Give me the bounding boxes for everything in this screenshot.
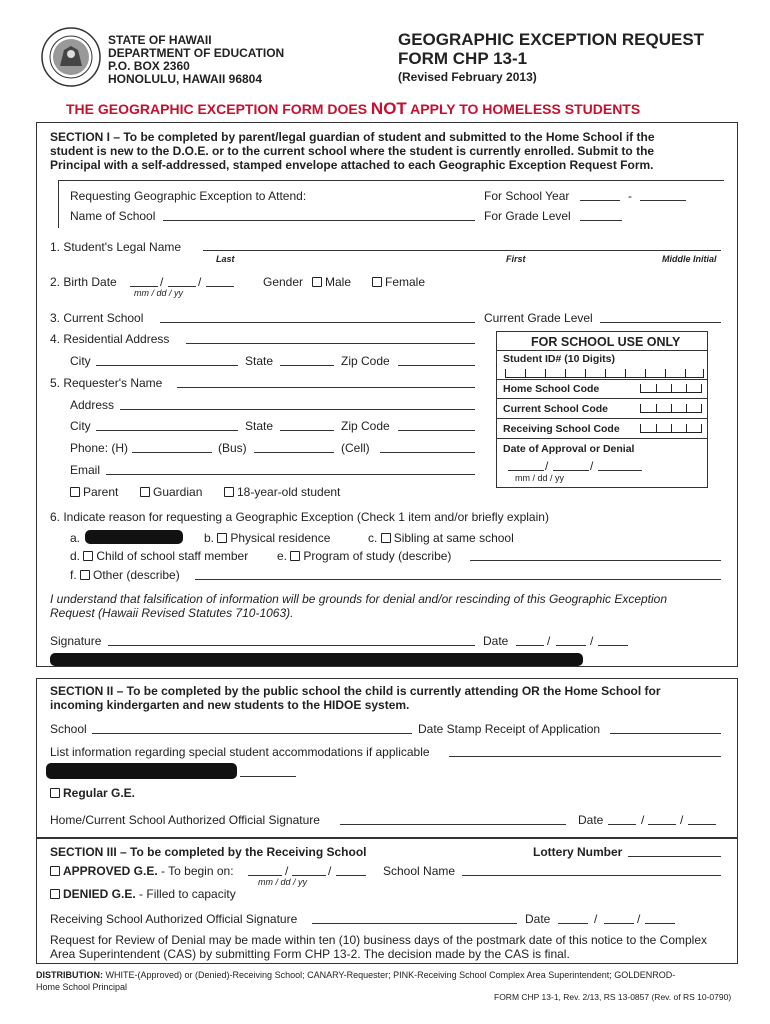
date-stamp-label: Date Stamp Receipt of Application — [418, 722, 601, 736]
option-a-label: a. — [70, 531, 81, 545]
approval-date-sub: mm / dd / yy — [515, 473, 565, 483]
s2-day-field[interactable] — [648, 824, 676, 825]
parent-label: Parent — [83, 485, 119, 499]
other-checkbox[interactable] — [80, 570, 90, 580]
approved-checkbox[interactable] — [50, 866, 60, 876]
org-name-line-2: DEPARTMENT OF EDUCATION — [108, 46, 285, 60]
accommodations-label: List information regarding special student accommodations if applicable — [50, 745, 430, 759]
adult-student-checkbox[interactable] — [224, 487, 234, 497]
relation-parent[interactable] — [70, 485, 118, 499]
s2-month-field[interactable] — [608, 824, 636, 825]
relation-adult-student[interactable] — [224, 485, 340, 499]
denied-checkbox[interactable] — [50, 889, 60, 899]
school-name-field[interactable] — [163, 220, 475, 221]
begin-label: - To begin on: — [161, 864, 234, 878]
approved-option[interactable] — [50, 864, 234, 878]
school-name-s3-label: School Name — [383, 864, 456, 878]
begin-year-field[interactable] — [336, 875, 366, 876]
year-dash: - — [628, 189, 632, 203]
first-name-sub: First — [506, 254, 526, 264]
lottery-number-label: Lottery Number — [533, 845, 623, 859]
parent-checkbox[interactable] — [70, 487, 80, 497]
section-3-title: SECTION III – To be completed by the Receiving School — [50, 845, 367, 859]
birth-month-field[interactable] — [130, 286, 158, 287]
middle-initial-sub: Middle Initial — [662, 254, 717, 264]
attend-label: Requesting Geographic Exception to Attend: — [70, 189, 307, 203]
slash: / — [637, 912, 641, 926]
birth-day-field[interactable] — [168, 286, 196, 287]
guardian-label: Guardian — [153, 485, 203, 499]
option-f-letter: f. — [70, 568, 77, 582]
date-stamp-field[interactable] — [610, 733, 721, 734]
school-name-label: Name of School — [70, 209, 156, 223]
form-reference: FORM CHP 13-1, Rev. 2/13, RS 13-0857 (Rev. of RS 10-0790) — [494, 992, 732, 1002]
current-school-field[interactable] — [160, 322, 475, 323]
sig-month-field[interactable] — [516, 645, 544, 646]
gender-female[interactable] — [372, 275, 425, 289]
slash: / — [680, 813, 684, 827]
approval-day-field[interactable] — [553, 470, 589, 471]
state-label: State — [245, 354, 274, 368]
phone-home-field[interactable] — [132, 452, 212, 453]
accommodations-field[interactable] — [449, 756, 721, 757]
school-name-s3-field[interactable] — [462, 875, 721, 876]
phone-bus-field[interactable] — [254, 452, 334, 453]
redaction-bar — [50, 653, 583, 666]
slash: / — [590, 459, 594, 473]
address-label: Address — [70, 398, 115, 412]
gender-label: Gender — [263, 275, 304, 289]
s2-school-label: School — [50, 722, 87, 736]
slash: / — [198, 275, 202, 289]
res-zip-field[interactable] — [398, 365, 475, 366]
receiving-school-code-label: Receiving School Code — [503, 423, 620, 435]
relation-guardian[interactable] — [140, 485, 202, 499]
current-school-code-digits[interactable] — [640, 404, 702, 413]
sibling-label: Sibling at same school — [393, 531, 514, 545]
begin-month-field[interactable] — [248, 875, 282, 876]
slash: / — [160, 275, 164, 289]
begin-day-field[interactable] — [292, 875, 326, 876]
email-label: Email — [70, 463, 101, 477]
slash: / — [285, 864, 289, 878]
res-city-field[interactable] — [96, 365, 238, 366]
student-name-field[interactable] — [203, 250, 721, 251]
physical-residence-checkbox[interactable] — [217, 533, 227, 543]
option-f[interactable] — [70, 568, 180, 582]
birth-date-sub: mm / dd / yy — [134, 288, 184, 298]
regular-ge-checkbox[interactable] — [50, 788, 60, 798]
s2-school-field[interactable] — [92, 733, 412, 734]
section-2-instructions: SECTION II – To be completed by the public school the child is currently attending OR the Home School for incoming kindergarten and new students to the HIDOE system. — [50, 684, 661, 712]
last-name-sub: Last — [216, 254, 235, 264]
receiving-school-code-digits[interactable] — [640, 424, 702, 433]
school-use-divider — [496, 379, 708, 380]
program-label: Program of study (describe) — [303, 549, 452, 563]
school-use-divider — [496, 398, 708, 399]
q2-label: 2. Birth Date — [50, 275, 117, 289]
home-school-code-label: Home School Code — [503, 383, 600, 395]
phone-home-label: Phone: (H) — [70, 441, 129, 455]
q6-label: 6. Indicate reason for requesting a Geographic Exception (Check 1 item and/or briefly explain) — [50, 510, 549, 524]
denied-note: - Filled to capacity — [139, 887, 236, 901]
email-field[interactable] — [106, 474, 475, 475]
slash: / — [328, 864, 332, 878]
s3-official-sig-field[interactable] — [312, 923, 517, 924]
redaction-accommodations — [46, 763, 237, 779]
accommodations-extra-field[interactable] — [240, 776, 296, 777]
student-id-label: Student ID# (10 Digits) — [503, 353, 616, 365]
grade-level-label: For Grade Level — [484, 209, 571, 223]
option-c-letter: c. — [368, 531, 378, 545]
phone-cell-label: (Cell) — [341, 441, 370, 455]
option-c[interactable] — [368, 531, 514, 545]
s2-date-label: Date — [578, 813, 604, 827]
city-label: City — [70, 419, 91, 433]
org-address-line-1: P.O. BOX 2360 — [108, 59, 190, 73]
denied-option[interactable] — [50, 887, 236, 901]
option-b-letter: b. — [204, 531, 215, 545]
req-state-field[interactable] — [280, 430, 334, 431]
req-city-field[interactable] — [96, 430, 238, 431]
org-address-line-2: HONOLULU, HAWAII 96804 — [108, 72, 263, 86]
staff-child-label: Child of school staff member — [96, 549, 249, 563]
lottery-number-field[interactable] — [628, 856, 721, 857]
revised-date: (Revised February 2013) — [398, 70, 537, 84]
org-name-line-1: STATE OF HAWAII — [108, 33, 212, 47]
regular-ge-label: Regular G.E. — [63, 786, 136, 800]
sibling-checkbox[interactable] — [381, 533, 391, 543]
current-grade-label: Current Grade Level — [484, 311, 593, 325]
school-use-divider — [496, 438, 708, 439]
q3-label: 3. Current School — [50, 311, 144, 325]
q4-label: 4. Residential Address — [50, 332, 170, 346]
sig-year-field[interactable] — [598, 645, 628, 646]
homeless-notice — [66, 99, 640, 119]
slash: / — [547, 634, 551, 648]
state-seal — [40, 26, 102, 88]
section-1-instructions: SECTION I – To be completed by parent/legal guardian of student and submitted to the Home School if the student is new to the D.O.E. or to the current school where the student is currently enrolled. Submit to the Principal with a self-addressed, stamped envelope attached to each Geographic Exception Request Form. — [50, 130, 655, 172]
physical-residence-label: Physical residence — [230, 531, 331, 545]
approved-label: APPROVED G.E. — [63, 864, 158, 878]
birth-year-field[interactable] — [206, 286, 234, 287]
other-label: Other (describe) — [93, 568, 180, 582]
zip-label: Zip Code — [341, 419, 390, 433]
s3-year-field[interactable] — [645, 923, 675, 924]
s3-official-sig-label: Receiving School Authorized Official Signature — [50, 912, 298, 926]
phone-cell-field[interactable] — [380, 452, 475, 453]
city-label: City — [70, 354, 91, 368]
option-e-letter: e. — [277, 549, 288, 563]
phone-bus-label: (Bus) — [218, 441, 247, 455]
falsification-statement: I understand that falsification of information will be grounds for denial and/or rescinding of this Geographic Exception Request (Hawaii Revised Statutes 710-1063). — [50, 592, 668, 620]
male-checkbox[interactable] — [312, 277, 322, 287]
option-b[interactable] — [204, 531, 330, 545]
option-e[interactable] — [277, 549, 451, 563]
date-label: Date — [483, 634, 509, 648]
notice-text-a: THE GEOGRAPHIC EXCEPTION FORM DOES — [66, 101, 371, 117]
slash: / — [545, 459, 549, 473]
notice-not: NOT — [370, 99, 407, 118]
adult-student-label: 18-year-old student — [237, 485, 341, 499]
school-year-label: For School Year — [484, 189, 570, 203]
review-note: Request for Review of Denial may be made within ten (10) business days of the postmark date of this notice to the Complex Area Superintendent (CAS) by submitting Form CHP 13-2. The decision made by the CAS is final. — [50, 933, 707, 961]
requester-name-field[interactable] — [177, 387, 475, 388]
school-use-divider — [496, 350, 708, 351]
school-use-title: FOR SCHOOL USE ONLY — [531, 335, 681, 349]
staff-child-checkbox[interactable] — [83, 551, 93, 561]
residential-address-field[interactable] — [186, 343, 475, 344]
female-label: Female — [385, 275, 426, 289]
slash: / — [594, 912, 598, 926]
notice-text-b: APPLY TO HOMELESS STUDENTS — [406, 101, 641, 117]
other-describe-field[interactable] — [195, 579, 721, 580]
s3-month-field[interactable] — [558, 923, 588, 924]
s3-date-label: Date — [525, 912, 551, 926]
school-use-divider — [496, 418, 708, 419]
female-checkbox[interactable] — [372, 277, 382, 287]
requester-signature-field[interactable] — [108, 645, 475, 646]
form-title: GEOGRAPHIC EXCEPTION REQUEST — [398, 30, 705, 49]
s2-official-sig-field[interactable] — [340, 824, 566, 825]
distribution-note — [36, 969, 696, 993]
q5-label: 5. Requester's Name — [50, 376, 163, 390]
sig-day-field[interactable] — [556, 645, 586, 646]
grade-level-field[interactable] — [580, 220, 622, 221]
s3-day-field[interactable] — [604, 923, 634, 924]
gender-male[interactable] — [312, 275, 351, 289]
redaction-option-a — [85, 530, 183, 544]
current-school-code-label: Current School Code — [503, 403, 609, 415]
approval-month-field[interactable] — [508, 470, 544, 471]
current-grade-field[interactable] — [600, 322, 721, 323]
student-id-digits[interactable] — [505, 369, 704, 378]
form-number: FORM CHP 13-1 — [398, 49, 528, 68]
slash: / — [641, 813, 645, 827]
program-describe-field[interactable] — [470, 560, 721, 561]
option-d[interactable] — [70, 549, 248, 563]
male-label: Male — [325, 275, 352, 289]
approval-date-label: Date of Approval or Denial — [503, 443, 635, 455]
program-checkbox[interactable] — [290, 551, 300, 561]
school-year-start-field[interactable] — [580, 200, 620, 201]
begin-date-sub: mm / dd / yy — [258, 877, 308, 887]
requester-address-field[interactable] — [120, 409, 475, 410]
home-school-code-digits[interactable] — [640, 384, 702, 393]
signature-label: Signature — [50, 634, 102, 648]
regular-ge-option[interactable] — [50, 786, 135, 800]
req-zip-field[interactable] — [398, 430, 475, 431]
school-year-end-field[interactable] — [640, 200, 686, 201]
distribution-label: DISTRIBUTION: — [36, 970, 103, 980]
guardian-checkbox[interactable] — [140, 487, 150, 497]
res-state-field[interactable] — [280, 365, 334, 366]
denied-label: DENIED G.E. — [63, 887, 136, 901]
s2-official-sig-label: Home/Current School Authorized Official Signature — [50, 813, 320, 827]
option-d-letter: d. — [70, 549, 81, 563]
distribution-text: WHITE-(Approved) or (Denied)-Receiving School; CANARY-Requester; PINK-Receiving School Complex Area Superintendent; GOLDENROD-Home School Principal — [36, 970, 676, 992]
slash: / — [590, 634, 594, 648]
q1-label: 1. Student's Legal Name — [50, 240, 182, 254]
zip-label: Zip Code — [341, 354, 390, 368]
state-label: State — [245, 419, 274, 433]
approval-year-field[interactable] — [598, 470, 642, 471]
s2-year-field[interactable] — [688, 824, 716, 825]
